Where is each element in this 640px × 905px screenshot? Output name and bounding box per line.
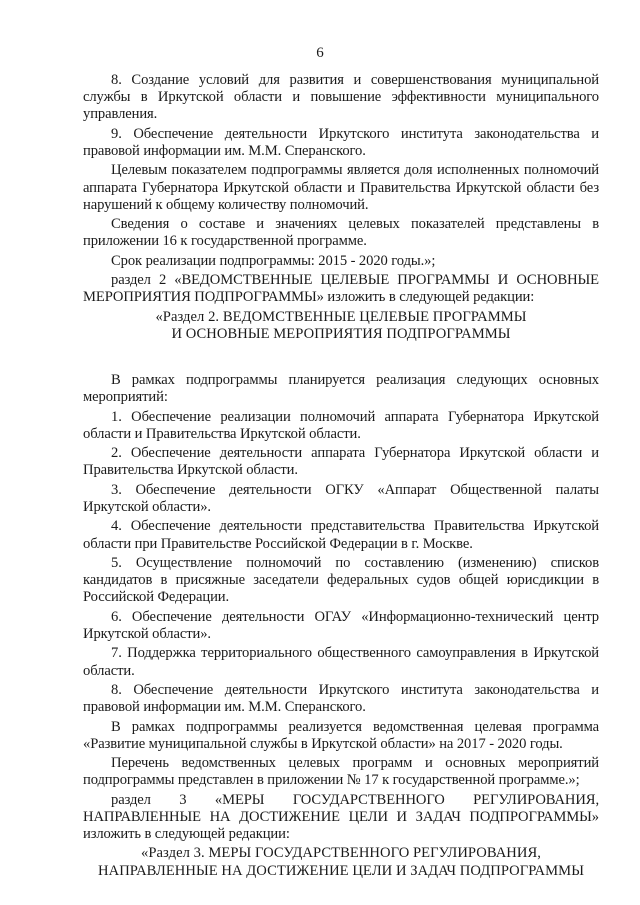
page-number: 6 bbox=[316, 45, 324, 61]
paragraph-implementation-period: Срок реализации подпрограммы: 2015 - 2020 годы.»; bbox=[111, 252, 436, 269]
paragraph-item-9-speransky-institute: 9. Обеспечение деятельности Иркутского института законодательства и правовой информации им. М.М. Сперанского. bbox=[83, 125, 599, 159]
list-item-2: 2. Обеспечение деятельности аппарата Губернатора Иркутской области и Правительства Иркутской области. bbox=[83, 445, 599, 479]
section2-heading-line1: «Раздел 2. ВЕДОМСТВЕННЫЕ ЦЕЛЕВЫЕ ПРОГРАММЫ bbox=[155, 308, 527, 325]
paragraph-section3-instruction: раздел 3 «МЕРЫ ГОСУДАРСТВЕННОГО РЕГУЛИРОВАНИЯ, НАПРАВЛЕННЫЕ НА ДОСТИЖЕНИЕ ЦЕЛИ И ЗАДАЧ ПОДПРОГРАММЫ» изложить в следующей редакции: bbox=[83, 791, 599, 843]
paragraph-list-of-programs: Перечень ведомственных целевых программ и основных мероприятий подпрограммы представлен в приложении № 17 к государственной программе.»; bbox=[83, 755, 599, 789]
list-item-4: 4. Обеспечение деятельности представительства Правительства Иркутской области при Правительстве Российской Федерации в г. Москве. bbox=[83, 518, 599, 552]
list-item-8: 8. Обеспечение деятельности Иркутского института законодательства и правовой информации им. М.М. Сперанского. bbox=[83, 681, 599, 716]
spacer bbox=[83, 344, 599, 372]
list-item-5: 5. Осуществление полномочий по составлению (изменению) списков кандидатов в присяжные заседатели федеральных судов общей юрисдикции в Российской Федерации. bbox=[83, 554, 599, 606]
list-item-6: 6. Обеспечение деятельности ОГАУ «Информационно-технический центр Иркутской области». bbox=[83, 608, 599, 642]
paragraph-planned-activities: В рамках подпрограммы планируется реализация следующих основных мероприятий: bbox=[83, 371, 599, 406]
section3-heading-line1: «Раздел 3. МЕРЫ ГОСУДАРСТВЕННОГО РЕГУЛИРОВАНИЯ, bbox=[141, 845, 541, 862]
paragraph-section2-instruction: раздел 2 «ВЕДОМСТВЕННЫЕ ЦЕЛЕВЫЕ ПРОГРАММЫ И ОСНОВНЫЕ МЕРОПРИЯТИЯ ПОДПРОГРАММЫ» изложить в следующей редакции: bbox=[83, 272, 599, 306]
paragraph-item-8-municipal-service: 8. Создание условий для развития и совершенствования муниципальной службы в Иркутской области и повышение эффективности муниципального управления. bbox=[83, 72, 599, 123]
list-item-1: 1. Обеспечение реализации полномочий аппарата Губернатора Иркутской области и Правительства Иркутской области. bbox=[83, 408, 599, 442]
section2-heading-line2: И ОСНОВНЫЕ МЕРОПРИЯТИЯ ПОДПРОГРАММЫ bbox=[171, 326, 511, 343]
paragraph-indicator-info: Сведения о составе и значениях целевых показателей представлены в приложении 16 к государственной программе. bbox=[83, 216, 599, 250]
document-body bbox=[83, 72, 599, 881]
paragraph-departmental-program: В рамках подпрограммы реализуется ведомственная целевая программа «Развитие муниципальной службы в Иркутской области» на 2017 - 2020 годы. bbox=[83, 718, 599, 752]
section3-heading-line2: НАПРАВЛЕННЫЕ НА ДОСТИЖЕНИЕ ЦЕЛИ И ЗАДАЧ ПОДПРОГРАММЫ bbox=[98, 863, 584, 880]
list-item-7: 7. Поддержка территориального общественного самоуправления в Иркутской области. bbox=[83, 645, 599, 679]
paragraph-target-indicator: Целевым показателем подпрограммы является доля исполненных полномочий аппарата Губернатора Иркутской области и Правительства Иркутской области без нарушений к общему количеству полномочий. bbox=[83, 162, 599, 213]
list-item-3: 3. Обеспечение деятельности ОГКУ «Аппарат Общественной палаты Иркутской области». bbox=[83, 481, 599, 515]
